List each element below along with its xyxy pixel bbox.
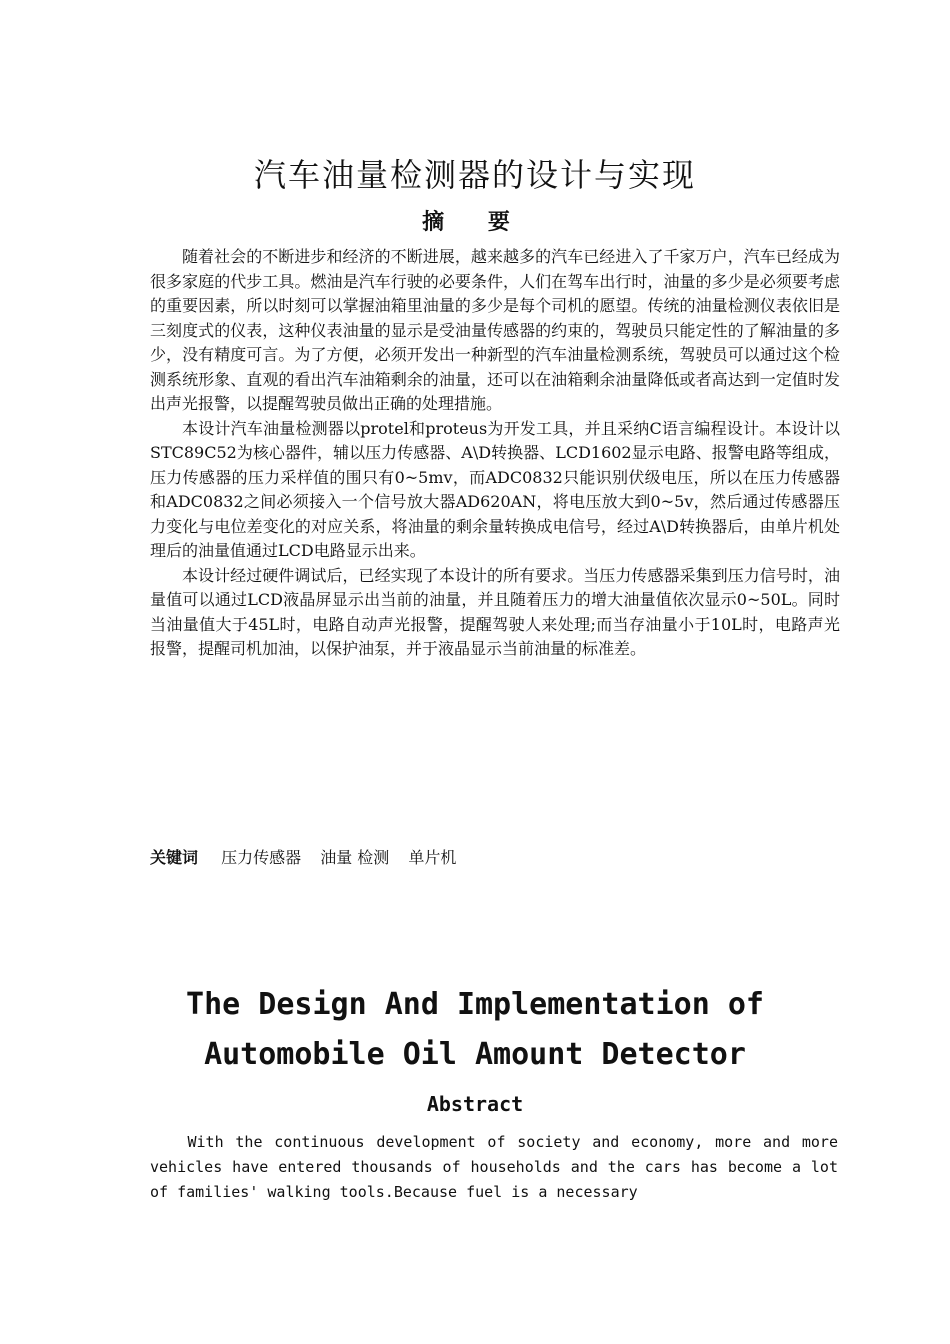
english-abstract-body: [150, 1130, 838, 1205]
chinese-abstract-heading: 摘 要: [422, 209, 528, 235]
english-title: [0, 980, 950, 1080]
english-abstract-heading: Abstract: [426, 1092, 524, 1116]
keywords-label: 关键词: [150, 848, 199, 867]
english-abstract-paragraph-1: With the continuous development of society and economy, more and more vehicles have entered thousands of households and the cars has become a lot of families' walking tools.Because fuel is a necessary: [150, 1133, 838, 1201]
chinese-keywords: [150, 846, 840, 870]
chinese-abstract-paragraph-2: 本设计汽车油量检测器以protel和proteus为开发工具，并且采纳C语言编程设计。本设计以STC89C52为核心器件，辅以压力传感器、A\D转换器、LCD1602显示电路、报警电路等组成，压力传感器的压力采样值的围只有0~5mv，而ADC0832只能识别伏级电压，所以在压力传感器和ADC0832之间必须接入一个信号放大器AD620AN，将电压放大到0~5v，然后通过传感器压力变化与电位差变化的对应关系，将油量的剩余量转换成电信号，经过A\D转换器后，由单片机处理后的油量值通过LCD电路显示出来。: [150, 418, 840, 560]
chinese-title: 汽车油量检测器的设计与实现: [253, 156, 696, 194]
chinese-abstract-paragraph-1: 随着社会的不断进步和经济的不断进展，越来越多的汽车已经进入了千家万户，汽车已经成为很多家庭的代步工具。燃油是汽车行驶的必要条件，人们在驾车出行时，油量的多少是必须要考虑的重要因素，所以时刻可以掌握油箱里油量的多少是每个司机的愿望。传统的油量检测仪表依旧是三刻度式的仪表，这种仪表油量的显示是受油量传感器的约束的，驾驶员只能定性的了解油量的多少，没有精度可言。为了方便，必须开发出一种新型的汽车油量检测系统，驾驶员可以通过这个检测系统形象、直观的看出汽车油箱剩余的油量，还可以在油箱剩余油量降低或者高达到一定值时发出声光报警，以提醒驾驶员做出正确的处理措施。: [150, 247, 840, 413]
english-title-line-2: Automobile Oil Amount Detector: [204, 1037, 746, 1072]
keyword-item: 压力传感器: [221, 848, 302, 867]
keyword-item: 油量 检测: [320, 848, 390, 867]
chinese-abstract-paragraph-3: 本设计经过硬件调试后，已经实现了本设计的所有要求。当压力传感器采集到压力信号时，油量值可以通过LCD液晶屏显示出当前的油量，并且随着压力的增大油量值依次显示0~50L。同时当油量值大于45L时，电路自动声光报警，提醒驾驶人来处理;而当存油量小于10L时，电路声光报警，提醒司机加油，以保护油泵，并于液晶显示当前油量的标准差。: [150, 565, 840, 658]
keyword-item: 单片机: [408, 848, 457, 867]
english-title-line-1: The Design And Implementation of: [186, 987, 764, 1022]
chinese-abstract-body: [150, 245, 840, 662]
